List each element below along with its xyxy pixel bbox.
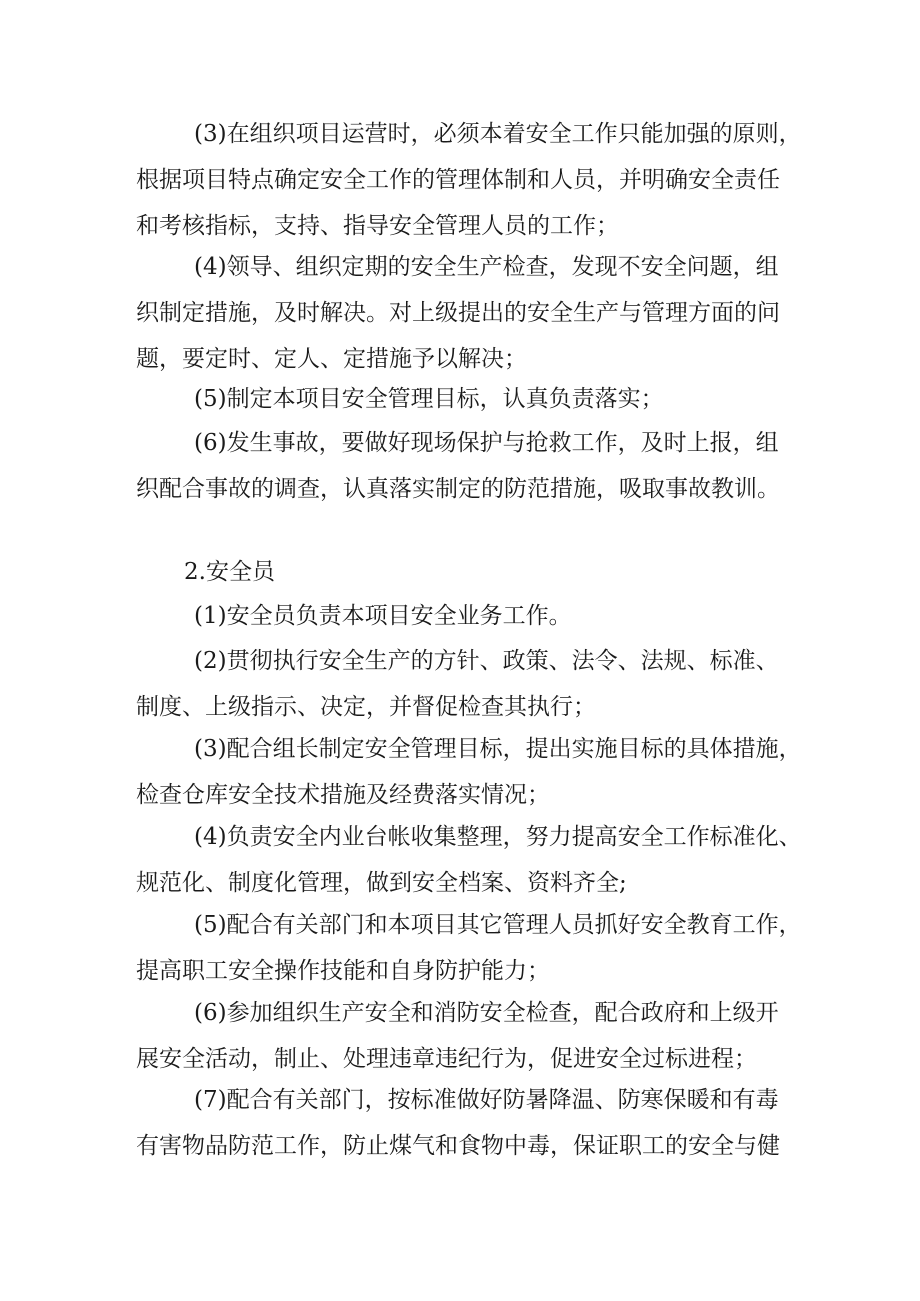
paragraph-s2-6 [136, 990, 816, 1082]
text-line: 检查仓库安全技术措施及经费落实情况； [136, 782, 550, 808]
text-line: 织制定措施，及时解决。对上级提出的安全生产与管理方面的问 [136, 300, 780, 326]
paragraph-s2-1 [136, 593, 816, 639]
text-line: 有害物品防范工作，防止煤气和食物中毒，保证职工的安全与健 [136, 1133, 780, 1159]
text-line: 根据项目特点确定安全工作的管理体制和人员，并明确安全责任 [136, 167, 780, 193]
paragraph-3 [136, 111, 816, 249]
paragraph-s2-7 [136, 1077, 816, 1169]
paragraph-s2-4 [136, 814, 816, 906]
text-line: 制度、上级指示、决定，并督促检查其执行； [136, 694, 596, 720]
text-line: (4)领导、组织定期的安全生产检查，发现不安全问题，组 [194, 254, 779, 280]
text-line: 提高职工安全操作技能和自身防护能力； [136, 958, 550, 984]
text-line: (4)负责安全内业台帐收集整理，努力提高安全工作标准化、 [194, 824, 802, 850]
paragraph-4 [136, 244, 816, 382]
paragraph-6 [136, 420, 816, 512]
text-line: (3)配合组长制定安全管理目标，提出实施目标的具体措施， [194, 736, 802, 762]
paragraph-s2-3 [136, 726, 816, 818]
paragraph-s2-5 [136, 902, 816, 994]
text-line: 展安全活动，制止、处理违章违纪行为，促进安全过标进程； [136, 1046, 757, 1072]
text-line: 规范化、制度化管理，做到安全档案、资料齐全; [136, 870, 627, 896]
text-line: (5)制定本项目安全管理目标，认真负责落实； [194, 386, 664, 412]
text-line: (7)配合有关部门，按标准做好防暑降温、防寒保暖和有毒 [194, 1087, 779, 1113]
paragraph-s2-2 [136, 638, 816, 730]
text-line: (6)发生事故，要做好现场保护与抢救工作，及时上报，组 [194, 430, 779, 456]
text-line: 织配合事故的调查，认真落实制定的防范措施，吸取事故教训。 [136, 476, 780, 502]
text-line: (2)贯彻执行安全生产的方针、政策、法令、法规、标准、 [194, 648, 779, 674]
text-line: (1)安全员负责本项目安全业务工作。 [194, 603, 572, 629]
text-line: (6)参加组织生产安全和消防安全检查，配合政府和上级开 [194, 1000, 779, 1026]
text-line: (3)在组织项目运营时，必须本着安全工作只能加强的原则， [194, 121, 802, 147]
text-line: 题，要定时、定人、定措施予以解决； [136, 346, 527, 372]
text-line: 和考核指标，支持、指导安全管理人员的工作； [136, 213, 619, 239]
text-line: (5)配合有关部门和本项目其它管理人员抓好安全教育工作， [194, 912, 802, 938]
section-heading: 2.安全员 [184, 559, 275, 585]
paragraph-5 [136, 376, 816, 422]
